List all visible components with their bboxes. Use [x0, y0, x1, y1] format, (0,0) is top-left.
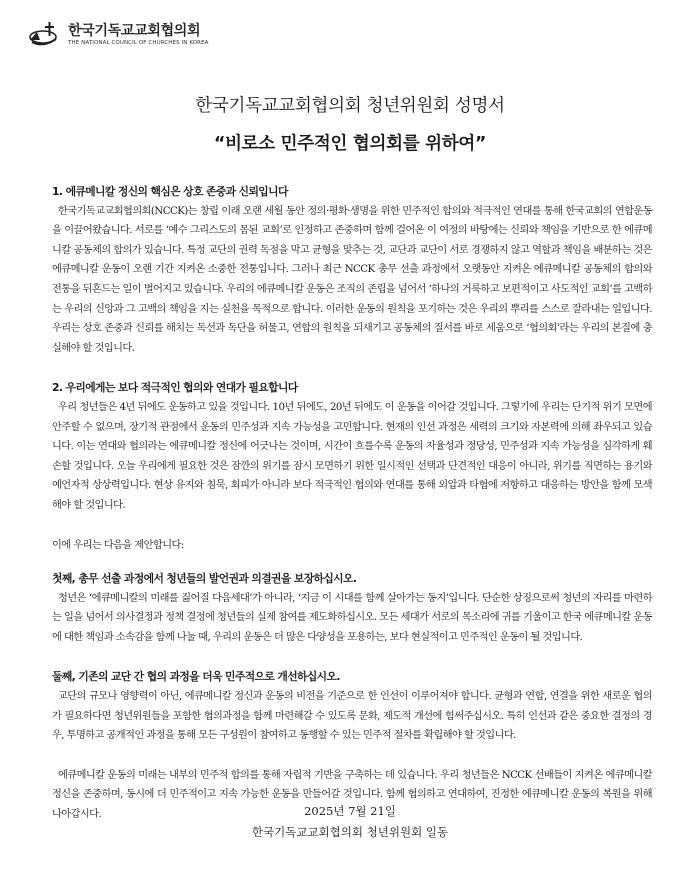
proposal1-heading: 첫째, 총무 선출 과정에서 청년들의 발언권과 의결권을 보장하십시오. [52, 572, 357, 586]
statement-signer: 한국기독교교회협의회 청년위원회 일동 [251, 825, 449, 839]
statement-body [52, 182, 652, 825]
statement-date: 2025년 7월 21일 [304, 804, 396, 818]
proposal1-paragraph: 청년은 ‘에큐메니칼의 미래를 짊어질 다음세대’가 아니라, ‘지금 이 시대를 함께 살아가는 동지’입니다. 단순한 상징으로써 청년의 자리를 마련하는 일을 넘어서 의사결정과 정책 결정에 청년들의 실제 참여를 제도화하십시오. 모든 세대가 서로의 목소리에 귀를 기울이고 한국 에큐메니칼 운동에 대한 책임과 소속감을 함께 나눌 때, 우리의 운동은 더 많은 다양성을 포용하는, 보다 현실적이고 민주적인 운동이 될 것입니다. [52, 592, 652, 643]
statement-subtitle: “비로소 민주적인 협의회를 위하여” [213, 134, 487, 154]
letterhead [28, 20, 209, 50]
section2-heading: 2. 우리에게는 보다 적극적인 협의와 연대가 필요합니다 [52, 381, 298, 395]
proposal-intro: 이에 우리는 다음을 제안합니다: [52, 539, 184, 551]
section1-heading: 1. 에큐메니칼 정신의 핵심은 상호 존중과 신뢰입니다 [52, 185, 288, 198]
section2-paragraph: 우리 청년들은 4년 뒤에도 운동하고 있을 것입니다. 10년 뒤에도, 20년 뒤에도 이 운동을 이어갈 것입니다. 그렇기에 우리는 단기적 위기 모면에 안주할 수 없으며, 장기적 관점에서 운동의 민주성과 지속 가능성을 고민합니다. 현재의 인선 과정은 세력의 크기와 자본력에 의해 좌우되고 있습니다. 이는 연대와 협의라는 에큐메니칼 정신에 어긋나는 것이며, 시간이 흐를수록 운동의 자율성과 정당성, 민주성과 지속 가능성을 심각하게 훼손할 것입니다. 오늘 우리에게 필요한 것은 잠깐의 위기를 잠시 모면하기 위한 일시적인 선택과 단견적인 대응이 아니라, 위기를 직면하는 용기와 예언자적 상상력입니다. 현상 유지와 침묵, 회피가 아니라 보다 적극적인 협의와 연대를 통해 외압과 타협에 저항하고 대응하는 방안을 함께 모색해야 할 것입니다. [52, 401, 652, 511]
org-name-english: THE NATIONAL COUNCIL OF CHURCHES IN KOREA [68, 40, 209, 46]
org-name-korean: 한국기독교교회협의회 [68, 23, 201, 39]
statement-title: 한국기독교교회협의회 청년위원회 성명서 [195, 96, 505, 116]
ncck-logo-icon [28, 20, 62, 50]
proposal2-paragraph: 교단의 규모나 영향력이 아닌, 에큐메니칼 정신과 운동의 비전을 기준으로 한 인선이 이루어져야 합니다. 균형과 연합, 연결을 위한 새로운 협의가 필요하다면 청년위원들을 포함한 협의과정을 함께 마련해갈 수 있도록 문화, 제도적 개선에 힘써주십시오. 특히 인선과 같은 중요한 결정의 경우, 투명하고 공개적인 과정을 통해 모든 구성원이 참여하고 동행할 수 있는 민주적 절차를 확립해야 할 것입니다. [52, 691, 652, 742]
closing-paragraph: 에큐메니칼 운동의 미래는 내부의 민주적 합의를 통해 자립적 기반을 구축하는 데 있습니다. 우리 청년들은 NCCK 선배들이 지켜온 에큐메니칼 정신을 존중하며, 동시에 더 민주적이고 지속 가능한 운동을 만들어갈 것입니다. 함께 협의하고 연대하여, 진정한 에큐메니칼 운동의 복원을 위해 나아갑시다. [52, 769, 652, 821]
section1-paragraph: 한국기독교교회협의회(NCCK)는 창립 이래 오랜 세월 동안 정의·평화·생명을 위한 민주적인 합의와 적극적인 연대를 통해 한국교회의 연합운동을 이끌어왔습니다. 서로를 ‘예수 그리스도의 몸된 교회’로 인정하고 존중하며 함께 걸어온 이 여정의 바탕에는 신뢰와 책임을 기반으로 한 에큐메니칼 공동체의 합의가 있습니다. 특정 교단의 권력 독점을 막고 균형을 맞추는 것, 교단과 교단이 서로 경쟁하지 않고 역할과 책임을 배분하는 것은 에큐메니칼 운동이 오랜 기간 지켜온 소중한 전통입니다. 그러나 최근 NCCK 총무 선출 과정에서 오랫동안 지켜온 에큐메니칼 공동체의 합의와 전통을 뒤흔드는 일이 벌어지고 있습니다. 우리의 에큐메니칼 운동은 조직의 존립을 넘어서 ‘하나의 거룩하고 보편적이고 사도적인 교회’를 고백하는 우리의 신앙과 그 고백의 책임을 지는 실천을 목적으로 합니다. 이러한 운동의 원칙을 포기하는 것은 우리의 뿌리를 스스로 잘라내는 일입니다. 우리는 상호 존중과 신뢰를 해치는 독선과 독단을 허물고, 연합의 원칙을 되새기고 공동체의 질서를 바로 세움으로 ‘협의회’라는 우리의 본질에 충실해야 할 것입니다. [52, 205, 652, 354]
proposal2-heading: 둘째, 기존의 교단 간 협의 과정을 더욱 민주적으로 개선하십시오. [52, 670, 340, 684]
